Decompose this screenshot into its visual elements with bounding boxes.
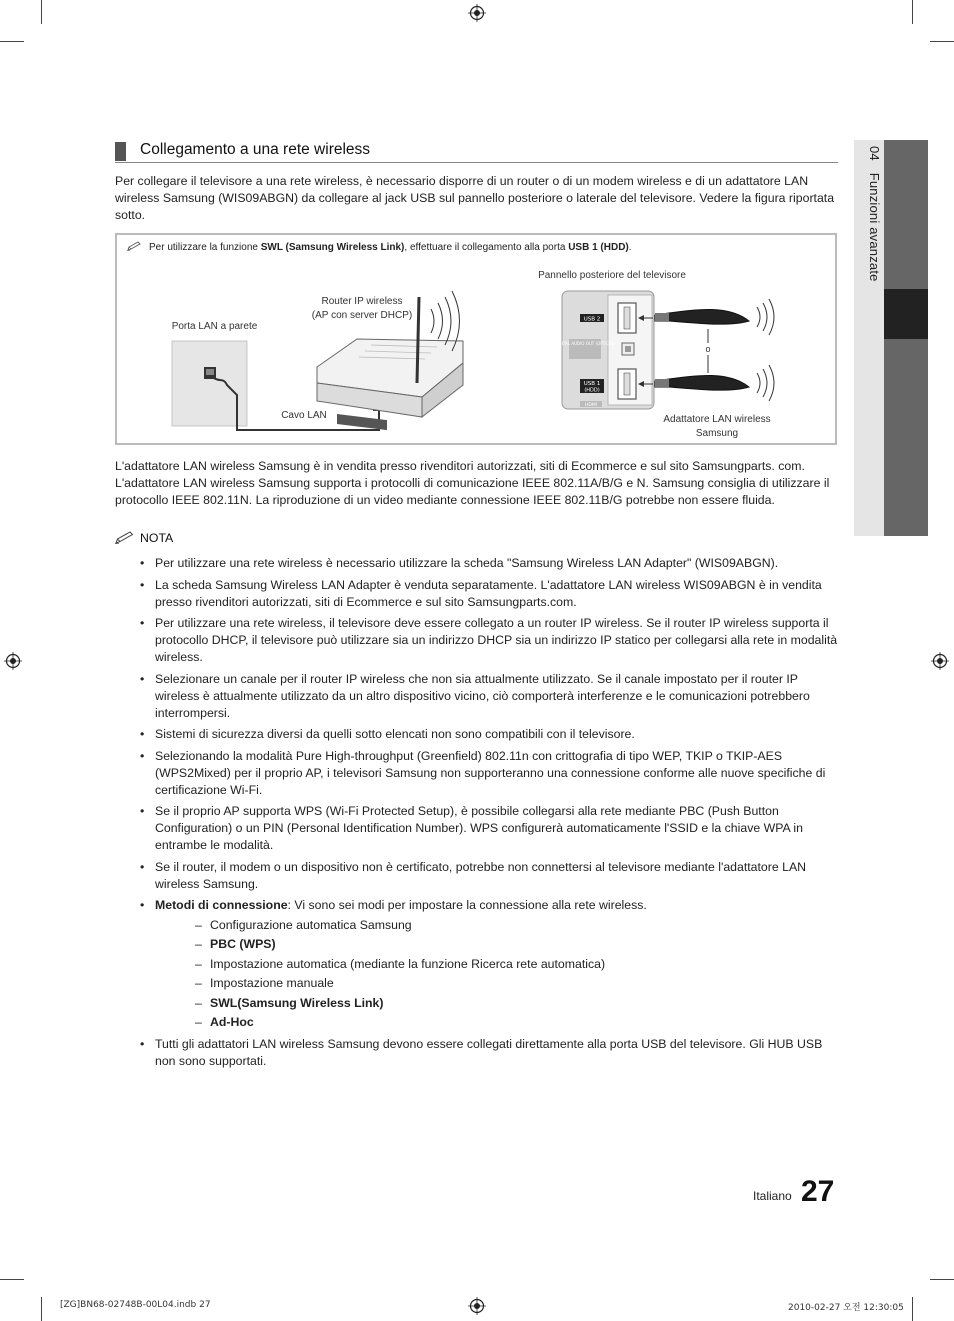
list-item: • Se il router, il modem o un dispositivo non è certificato, potrebbe non connettersi al televisore mediante l'adattatore LAN wireless Samsung.	[140, 859, 807, 891]
adapter-label-line1: Adattatore LAN wireless	[663, 414, 771, 425]
note-bullet-list	[115, 555, 839, 1075]
wireless-adapter-bottom	[655, 375, 749, 390]
section-title: Collegamento a una rete wireless	[140, 141, 371, 158]
list-item-methods: • Metodi di connessione: Vi sono sei modi per impostare la connessione alla rete wireless. – Configurazione automatica Samsung – PBC (WPS) – Impostazione automatica (mediante la funzione Ricerca rete automatica) – Impostazione manuale – SWL(Samsung Wireless Link) – Ad-Hoc	[115, 897, 839, 1031]
registration-mark-icon	[4, 652, 22, 670]
wall-plate	[172, 341, 247, 426]
usb1-hdd-label: (HDD)	[584, 387, 600, 394]
registration-mark-icon	[468, 4, 486, 22]
figure-note-suffix: .	[628, 242, 632, 253]
crop-mark	[0, 41, 24, 42]
crop-mark	[912, 1297, 913, 1321]
router-label-line1: Router IP wireless	[321, 296, 403, 307]
sub-list-item: – Configurazione automatica Samsung	[195, 917, 412, 932]
heading-bar	[115, 142, 126, 161]
section-heading	[115, 140, 838, 163]
list-item: • Selezionando la modalità Pure High-throughput (Greenfield) 802.11n con crittografia di tipo WEP, TKIP o TKIP-AES (WPS2Mixed) per il proprio AP, i televisori Samsung non supporteranno una connessione conforme alle nuove specifiche di certificazione Wi-Fi.	[140, 748, 826, 797]
crop-mark	[930, 41, 954, 42]
figure-note-prefix: Per utilizzare la funzione	[149, 242, 261, 253]
crop-mark	[41, 1297, 42, 1321]
adapter-label	[647, 413, 787, 441]
list-item: • Per utilizzare una rete wireless è necessario utilizzare la scheda "Samsung Wireless LAN Adapter" (WIS09ABGN).	[140, 556, 779, 570]
print-slug-file: [ZG]BN68-02748B-00L04.indb 27	[60, 1300, 211, 1310]
usb1-label: USB 1	[583, 381, 601, 387]
router-label	[292, 295, 432, 323]
list-item: • Selezionare un canale per il router IP wireless che non sia attualmente utilizzato. Se il canale impostato per il router IP wireless è attualmente utilizzato da un altro dispositivo vicino, ciò comporterà interferenze e le comunicazioni potrebbero interrompersi.	[140, 671, 810, 720]
crop-mark	[41, 0, 42, 24]
sub-list-item: – SWL(Samsung Wireless Link)	[195, 995, 384, 1010]
adapter-paragraph: L'adattatore LAN wireless Samsung è in vendita presso rivenditori autorizzati, siti di Ecommerce e sul sito Samsungparts. com. L'adattatore LAN wireless Samsung supporta i protocolli di comunicazione IEEE 802.11A/B/G e N. Samsung consiglia di utilizzare il protocollo IEEE 802.11N. La riproduzione di un video mediante connessione IEEE 802.11B/G potrebbe non essere fluida.	[115, 459, 830, 507]
list-item: • Sistemi di sicurezza diversi da quelli sotto elencati non sono compatibili con il televisore.	[140, 727, 635, 741]
note-label: NOTA	[140, 531, 174, 545]
hdmi-label: HDMI	[584, 403, 598, 408]
registration-mark-icon	[468, 1297, 486, 1315]
intro-paragraph: Per collegare il televisore a una rete wireless, è necessario disporre di un router o di un modem wireless e di un adattatore LAN wireless Samsung (WIS09ABGN) da collegare al jack USB sul pannello posteriore o laterale del televisore. Vedere la figura riportata sotto.	[115, 174, 835, 222]
sub-list-item: – Ad-Hoc	[195, 1015, 254, 1029]
sub-list-item: – Impostazione manuale	[195, 976, 334, 990]
list-item: • Tutti gli adattatori LAN wireless Samsung devono essere collegati direttamente alla porta USB del televisore. Gli HUB USB non sono supportati.	[140, 1037, 823, 1068]
diagram-artwork	[117, 235, 835, 443]
list-item: • Se il proprio AP supporta WPS (Wi-Fi Protected Setup), è possibile collegarsi alla rete mediante PBC (Push Button Configuration) o un PIN (Personal Identification Number). WPS configurerà automaticamente l'SSID e la chiave WPA in entrambe le modalità.	[140, 804, 804, 852]
or-label: o	[705, 344, 711, 354]
figure-note-bold1: SWL (Samsung Wireless Link)	[260, 242, 405, 253]
methods-label: Metodi di connessione	[155, 898, 288, 912]
connection-diagram	[115, 233, 837, 445]
crop-mark	[930, 1279, 954, 1280]
figure-note-mid: , effettuare il collegamento alla porta	[404, 242, 569, 253]
registration-mark-icon	[931, 652, 949, 670]
sub-list-item: – PBC (WPS)	[195, 937, 276, 951]
sub-list-item: – Impostazione automatica (mediante la funzione Ricerca rete automatica)	[195, 956, 606, 971]
print-slug-date: 2010-02-27 오전 12:30:05	[788, 1303, 904, 1313]
chapter-number: 04	[867, 146, 882, 161]
usb2-label: USB 2	[583, 316, 601, 323]
footer-language: Italiano	[753, 1189, 792, 1203]
page-number: 27	[801, 1175, 835, 1208]
methods-text: : Vi sono sei modi per impostare la connessione alla rete wireless.	[287, 898, 647, 912]
crop-mark	[0, 1279, 24, 1280]
wall-port-label: Porta LAN a parete	[171, 321, 258, 332]
list-item: • La scheda Samsung Wireless LAN Adapter è venduta separatamente. L'adattatore LAN wireless WIS09ABGN è in vendita presso rivenditori autorizzati, siti di Ecommerce e sul sito Samsungparts.com.	[140, 577, 822, 609]
wireless-adapter-top	[655, 309, 749, 324]
chapter-tab-label	[856, 146, 882, 346]
note-heading	[115, 531, 173, 545]
adapter-label-line2: Samsung	[695, 428, 739, 439]
chapter-title: Funzioni avanzate	[867, 172, 882, 282]
tv-panel-label: Pannello posteriore del televisore	[538, 270, 686, 281]
optical-label: DIGITAL AUDIO OUT (OPTICAL)	[554, 341, 616, 346]
chapter-tab-marker	[884, 289, 928, 339]
pencil-icon	[115, 531, 137, 544]
lan-cable-label: Cavo LAN	[281, 410, 327, 421]
router-label-line2: (AP con server DHCP)	[311, 310, 413, 321]
list-item: • Per utilizzare una rete wireless, il televisore deve essere collegato a un router IP wireless. Se il router IP wireless supporta il protocollo DHCP, il televisore può utilizzare sia un indirizzo DHCP sia un indirizzo IP statico per collegarsi alla rete in modalità wireless.	[140, 616, 838, 664]
figure-note-bold2: USB 1 (HDD)	[568, 242, 629, 253]
crop-mark	[912, 0, 913, 24]
